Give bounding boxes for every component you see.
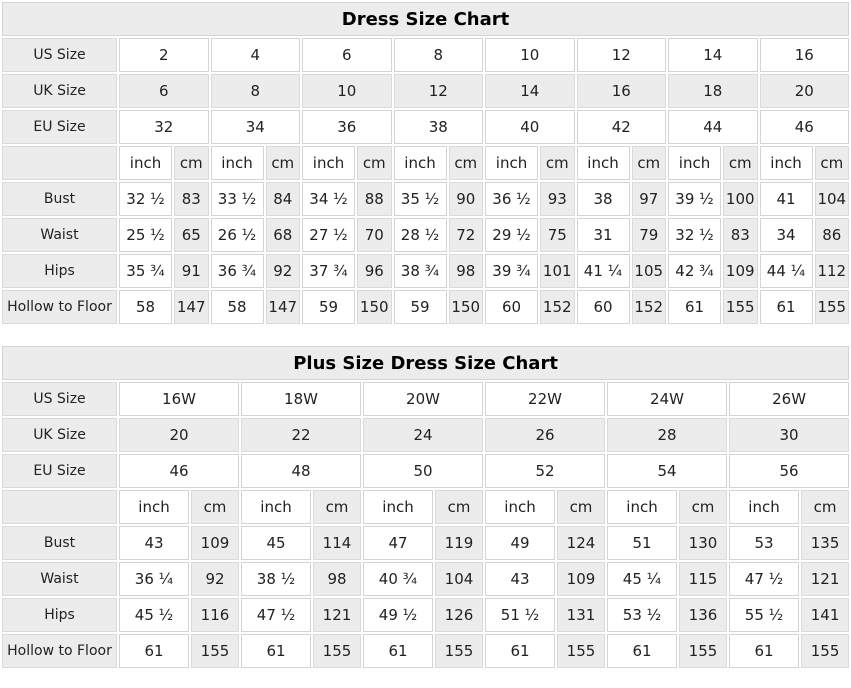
cm-value-cell: 155 xyxy=(191,634,239,668)
unit-cm-header-cell: cm xyxy=(191,490,239,524)
inch-value-cell: 59 xyxy=(394,290,447,324)
inch-value-cell: 51 ½ xyxy=(485,598,555,632)
size-value-cell: 4 xyxy=(211,38,301,72)
inch-value-cell: 25 ½ xyxy=(119,218,172,252)
size-value-cell: 42 xyxy=(577,110,667,144)
unit-inch-header-cell: inch xyxy=(485,490,555,524)
inch-value-cell: 43 xyxy=(485,562,555,596)
measurement-row xyxy=(2,526,849,560)
unit-inch-header-cell: inch xyxy=(119,146,172,180)
inch-value-cell: 61 xyxy=(607,634,677,668)
cm-value-cell: 114 xyxy=(313,526,361,560)
size-value-cell: 20W xyxy=(363,382,483,416)
cm-value-cell: 135 xyxy=(801,526,849,560)
cm-value-cell: 79 xyxy=(632,218,667,252)
inch-value-cell: 41 xyxy=(760,182,813,216)
cm-value-cell: 75 xyxy=(540,218,575,252)
cm-value-cell: 100 xyxy=(723,182,758,216)
cm-value-cell: 147 xyxy=(266,290,301,324)
cm-value-cell: 150 xyxy=(357,290,392,324)
size-value-cell: 8 xyxy=(211,74,301,108)
size-value-cell: 28 xyxy=(607,418,727,452)
inch-value-cell: 59 xyxy=(302,290,355,324)
size-value-cell: 22W xyxy=(485,382,605,416)
size-row xyxy=(2,418,849,452)
unit-cm-header-cell: cm xyxy=(174,146,209,180)
row-label: US Size xyxy=(2,38,117,72)
row-label: EU Size xyxy=(2,454,117,488)
unit-inch-header-cell: inch xyxy=(211,146,264,180)
cm-value-cell: 130 xyxy=(679,526,727,560)
cm-value-cell: 116 xyxy=(191,598,239,632)
inch-value-cell: 39 ¾ xyxy=(485,254,538,288)
cm-value-cell: 124 xyxy=(557,526,605,560)
size-value-cell: 54 xyxy=(607,454,727,488)
inch-value-cell: 61 xyxy=(241,634,311,668)
unit-inch-header-cell: inch xyxy=(485,146,538,180)
cm-value-cell: 155 xyxy=(801,634,849,668)
measurement-row xyxy=(2,290,849,324)
inch-value-cell: 35 ½ xyxy=(394,182,447,216)
inch-value-cell: 53 ½ xyxy=(607,598,677,632)
cm-value-cell: 155 xyxy=(313,634,361,668)
cm-value-cell: 147 xyxy=(174,290,209,324)
cm-value-cell: 68 xyxy=(266,218,301,252)
size-value-cell: 38 xyxy=(394,110,484,144)
row-label: UK Size xyxy=(2,74,117,108)
measurement-row xyxy=(2,634,849,668)
cm-value-cell: 152 xyxy=(632,290,667,324)
table-title: Plus Size Dress Size Chart xyxy=(2,346,849,380)
unit-inch-header-cell: inch xyxy=(241,490,311,524)
row-label: US Size xyxy=(2,382,117,416)
size-value-cell: 16 xyxy=(760,38,850,72)
unit-inch-header-cell: inch xyxy=(119,490,189,524)
inch-value-cell: 39 ½ xyxy=(668,182,721,216)
inch-value-cell: 61 xyxy=(485,634,555,668)
size-value-cell: 50 xyxy=(363,454,483,488)
inch-value-cell: 36 ¼ xyxy=(119,562,189,596)
inch-value-cell: 32 ½ xyxy=(668,218,721,252)
unit-cm-header-cell: cm xyxy=(723,146,758,180)
size-value-cell: 18 xyxy=(668,74,758,108)
inch-value-cell: 61 xyxy=(668,290,721,324)
cm-value-cell: 155 xyxy=(435,634,483,668)
unit-inch-header-cell: inch xyxy=(394,146,447,180)
inch-value-cell: 55 ½ xyxy=(729,598,799,632)
size-value-cell: 10 xyxy=(302,74,392,108)
unit-cm-header-cell: cm xyxy=(266,146,301,180)
size-value-cell: 36 xyxy=(302,110,392,144)
cm-value-cell: 84 xyxy=(266,182,301,216)
inch-value-cell: 44 ¼ xyxy=(760,254,813,288)
unit-cm-header-cell: cm xyxy=(679,490,727,524)
size-value-cell: 46 xyxy=(119,454,239,488)
cm-value-cell: 150 xyxy=(449,290,484,324)
cm-value-cell: 92 xyxy=(266,254,301,288)
row-label: Waist xyxy=(2,218,117,252)
cm-value-cell: 98 xyxy=(449,254,484,288)
inch-value-cell: 33 ½ xyxy=(211,182,264,216)
size-row xyxy=(2,454,849,488)
inch-value-cell: 38 ½ xyxy=(241,562,311,596)
cm-value-cell: 101 xyxy=(540,254,575,288)
row-label: Hollow to Floor xyxy=(2,634,117,668)
row-label: Hollow to Floor xyxy=(2,290,117,324)
cm-value-cell: 98 xyxy=(313,562,361,596)
inch-value-cell: 53 xyxy=(729,526,799,560)
size-value-cell: 16 xyxy=(577,74,667,108)
inch-value-cell: 31 xyxy=(577,218,630,252)
cm-value-cell: 152 xyxy=(540,290,575,324)
size-row xyxy=(2,110,849,144)
cm-value-cell: 104 xyxy=(815,182,850,216)
cm-value-cell: 155 xyxy=(723,290,758,324)
cm-value-cell: 83 xyxy=(723,218,758,252)
row-label: UK Size xyxy=(2,418,117,452)
cm-value-cell: 155 xyxy=(679,634,727,668)
unit-cm-header-cell: cm xyxy=(313,490,361,524)
inch-value-cell: 49 xyxy=(485,526,555,560)
unit-inch-header-cell: inch xyxy=(302,146,355,180)
inch-value-cell: 29 ½ xyxy=(485,218,538,252)
size-value-cell: 32 xyxy=(119,110,209,144)
inch-value-cell: 60 xyxy=(485,290,538,324)
cm-value-cell: 155 xyxy=(557,634,605,668)
unit-inch-header-cell: inch xyxy=(577,146,630,180)
size-value-cell: 34 xyxy=(211,110,301,144)
cm-value-cell: 72 xyxy=(449,218,484,252)
unit-cm-header-cell: cm xyxy=(357,146,392,180)
inch-value-cell: 47 ½ xyxy=(729,562,799,596)
size-value-cell: 18W xyxy=(241,382,361,416)
inch-value-cell: 38 ¾ xyxy=(394,254,447,288)
inch-value-cell: 34 xyxy=(760,218,813,252)
size-value-cell: 16W xyxy=(119,382,239,416)
size-value-cell: 40 xyxy=(485,110,575,144)
size-value-cell: 12 xyxy=(577,38,667,72)
cm-value-cell: 112 xyxy=(815,254,850,288)
inch-value-cell: 61 xyxy=(760,290,813,324)
measurement-row xyxy=(2,562,849,596)
unit-inch-header-cell: inch xyxy=(607,490,677,524)
cm-value-cell: 90 xyxy=(449,182,484,216)
table-title-row xyxy=(2,2,849,36)
unit-cm-header-cell: cm xyxy=(449,146,484,180)
measurement-row xyxy=(2,218,849,252)
size-value-cell: 24W xyxy=(607,382,727,416)
inch-value-cell: 36 ½ xyxy=(485,182,538,216)
inch-value-cell: 35 ¾ xyxy=(119,254,172,288)
cm-value-cell: 93 xyxy=(540,182,575,216)
unit-header-row xyxy=(2,146,849,180)
inch-value-cell: 45 ½ xyxy=(119,598,189,632)
inch-value-cell: 47 xyxy=(363,526,433,560)
table-title: Dress Size Chart xyxy=(2,2,849,36)
unit-inch-header-cell: inch xyxy=(729,490,799,524)
inch-value-cell: 32 ½ xyxy=(119,182,172,216)
cm-value-cell: 141 xyxy=(801,598,849,632)
size-row xyxy=(2,74,849,108)
unit-cm-header-cell: cm xyxy=(540,146,575,180)
cm-value-cell: 136 xyxy=(679,598,727,632)
cm-value-cell: 83 xyxy=(174,182,209,216)
unit-inch-header-cell: inch xyxy=(363,490,433,524)
inch-value-cell: 34 ½ xyxy=(302,182,355,216)
inch-value-cell: 58 xyxy=(119,290,172,324)
size-value-cell: 26 xyxy=(485,418,605,452)
inch-value-cell: 47 ½ xyxy=(241,598,311,632)
row-label: EU Size xyxy=(2,110,117,144)
inch-value-cell: 45 xyxy=(241,526,311,560)
size-value-cell: 56 xyxy=(729,454,849,488)
size-value-cell: 12 xyxy=(394,74,484,108)
cm-value-cell: 88 xyxy=(357,182,392,216)
cm-value-cell: 109 xyxy=(191,526,239,560)
inch-value-cell: 61 xyxy=(729,634,799,668)
cm-value-cell: 70 xyxy=(357,218,392,252)
unit-cm-header-cell: cm xyxy=(815,146,850,180)
cm-value-cell: 104 xyxy=(435,562,483,596)
unit-cm-header-cell: cm xyxy=(632,146,667,180)
cm-value-cell: 119 xyxy=(435,526,483,560)
row-label: Bust xyxy=(2,182,117,216)
size-value-cell: 10 xyxy=(485,38,575,72)
row-label: Hips xyxy=(2,598,117,632)
inch-value-cell: 28 ½ xyxy=(394,218,447,252)
size-value-cell: 30 xyxy=(729,418,849,452)
cm-value-cell: 121 xyxy=(801,562,849,596)
unit-header-row xyxy=(2,490,849,524)
inch-value-cell: 40 ¾ xyxy=(363,562,433,596)
size-row xyxy=(2,382,849,416)
inch-value-cell: 61 xyxy=(119,634,189,668)
inch-value-cell: 61 xyxy=(363,634,433,668)
inch-value-cell: 38 xyxy=(577,182,630,216)
cm-value-cell: 91 xyxy=(174,254,209,288)
size-value-cell: 44 xyxy=(668,110,758,144)
size-value-cell: 8 xyxy=(394,38,484,72)
inch-value-cell: 37 ¾ xyxy=(302,254,355,288)
size-value-cell: 14 xyxy=(668,38,758,72)
cm-value-cell: 97 xyxy=(632,182,667,216)
cm-value-cell: 115 xyxy=(679,562,727,596)
measurement-row xyxy=(2,182,849,216)
size-value-cell: 52 xyxy=(485,454,605,488)
size-value-cell: 48 xyxy=(241,454,361,488)
inch-value-cell: 36 ¾ xyxy=(211,254,264,288)
plus-size-dress-chart-table xyxy=(0,344,851,670)
unit-cm-header-cell: cm xyxy=(557,490,605,524)
size-value-cell: 26W xyxy=(729,382,849,416)
measurement-row xyxy=(2,598,849,632)
size-value-cell: 14 xyxy=(485,74,575,108)
inch-value-cell: 26 ½ xyxy=(211,218,264,252)
size-row xyxy=(2,38,849,72)
row-label xyxy=(2,490,117,524)
unit-inch-header-cell: inch xyxy=(668,146,721,180)
cm-value-cell: 109 xyxy=(557,562,605,596)
cm-value-cell: 131 xyxy=(557,598,605,632)
size-value-cell: 22 xyxy=(241,418,361,452)
inch-value-cell: 60 xyxy=(577,290,630,324)
table-title-row xyxy=(2,346,849,380)
size-value-cell: 46 xyxy=(760,110,850,144)
unit-inch-header-cell: inch xyxy=(760,146,813,180)
row-label: Waist xyxy=(2,562,117,596)
cm-value-cell: 155 xyxy=(815,290,850,324)
measurement-row xyxy=(2,254,849,288)
inch-value-cell: 51 xyxy=(607,526,677,560)
inch-value-cell: 43 xyxy=(119,526,189,560)
size-value-cell: 6 xyxy=(302,38,392,72)
cm-value-cell: 105 xyxy=(632,254,667,288)
size-value-cell: 24 xyxy=(363,418,483,452)
dress-size-chart-table xyxy=(0,0,851,326)
inch-value-cell: 58 xyxy=(211,290,264,324)
cm-value-cell: 92 xyxy=(191,562,239,596)
size-value-cell: 6 xyxy=(119,74,209,108)
size-value-cell: 20 xyxy=(119,418,239,452)
inch-value-cell: 45 ¼ xyxy=(607,562,677,596)
inch-value-cell: 42 ¾ xyxy=(668,254,721,288)
cm-value-cell: 65 xyxy=(174,218,209,252)
inch-value-cell: 49 ½ xyxy=(363,598,433,632)
cm-value-cell: 96 xyxy=(357,254,392,288)
size-value-cell: 2 xyxy=(119,38,209,72)
row-label xyxy=(2,146,117,180)
cm-value-cell: 109 xyxy=(723,254,758,288)
inch-value-cell: 41 ¼ xyxy=(577,254,630,288)
row-label: Bust xyxy=(2,526,117,560)
inch-value-cell: 27 ½ xyxy=(302,218,355,252)
cm-value-cell: 86 xyxy=(815,218,850,252)
cm-value-cell: 126 xyxy=(435,598,483,632)
unit-cm-header-cell: cm xyxy=(801,490,849,524)
size-value-cell: 20 xyxy=(760,74,850,108)
cm-value-cell: 121 xyxy=(313,598,361,632)
unit-cm-header-cell: cm xyxy=(435,490,483,524)
row-label: Hips xyxy=(2,254,117,288)
